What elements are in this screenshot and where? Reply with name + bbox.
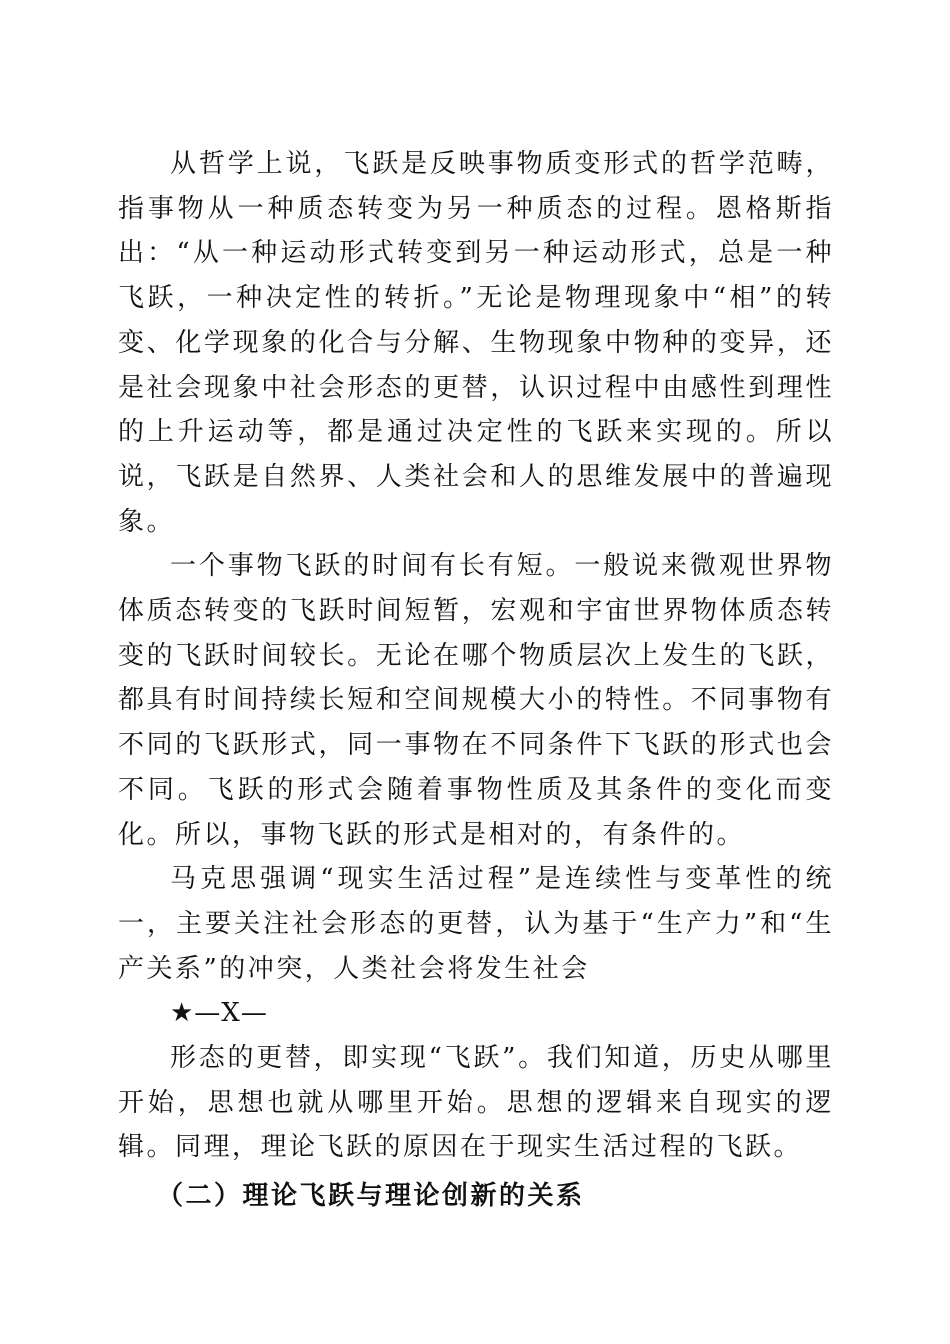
section-heading: （二）理论飞跃与理论创新的关系 (157, 1181, 585, 1212)
paragraph-marx-process: 马克思强调“现实生活过程”是连续性与变革性的统一，主要关注社会形态的更替，认为基于“生产力”和“生产关系”的冲突，人类社会将发生社会 (118, 864, 834, 984)
paragraph-continuation: 形态的更替，即实现“飞跃”。我们知道，历史从哪里开始，思想也就从哪里开始。思想的逻辑来自现实的逻辑。同理，理论飞跃的原因在于现实生活过程的飞跃。 (118, 1043, 834, 1163)
paragraph-leap-duration: 一个事物飞跃的时间有长有短。一般说来微观世界物体质态转变的飞跃时间短暂，宏观和宇宙世界物体质态转变的飞跃时间较长。无论在哪个物质层次上发生的飞跃，都具有时间持续长短和空间规模大小的特性。不同事物有不同的飞跃形式，同一事物在不同条件下飞跃的形式也会不同。飞跃的形式会随着事物性质及其条件的变化而变化。所以，事物飞跃的形式是相对的，有条件的。 (118, 551, 834, 850)
document-body (118, 142, 834, 1219)
separator-mark: ★—X— (170, 998, 268, 1029)
paragraph-philosophy-leap: 从哲学上说，飞跃是反映事物质变形式的哲学范畴，指事物从一种质态转变为另一种质态的过程。恩格斯指出：“从一种运动形式转变到另一种运动形式，总是一种飞跃，一种决定性的转折。”无论是物理现象中“相”的转变、化学现象的化合与分解、生物现象中物种的变异，还是社会现象中社会形态的更替，认识过程中由感性到理性的上升运动等，都是通过决定性的飞跃来实现的。所以说，飞跃是自然界、人类社会和人的思维发展中的普遍现象。 (118, 149, 834, 537)
